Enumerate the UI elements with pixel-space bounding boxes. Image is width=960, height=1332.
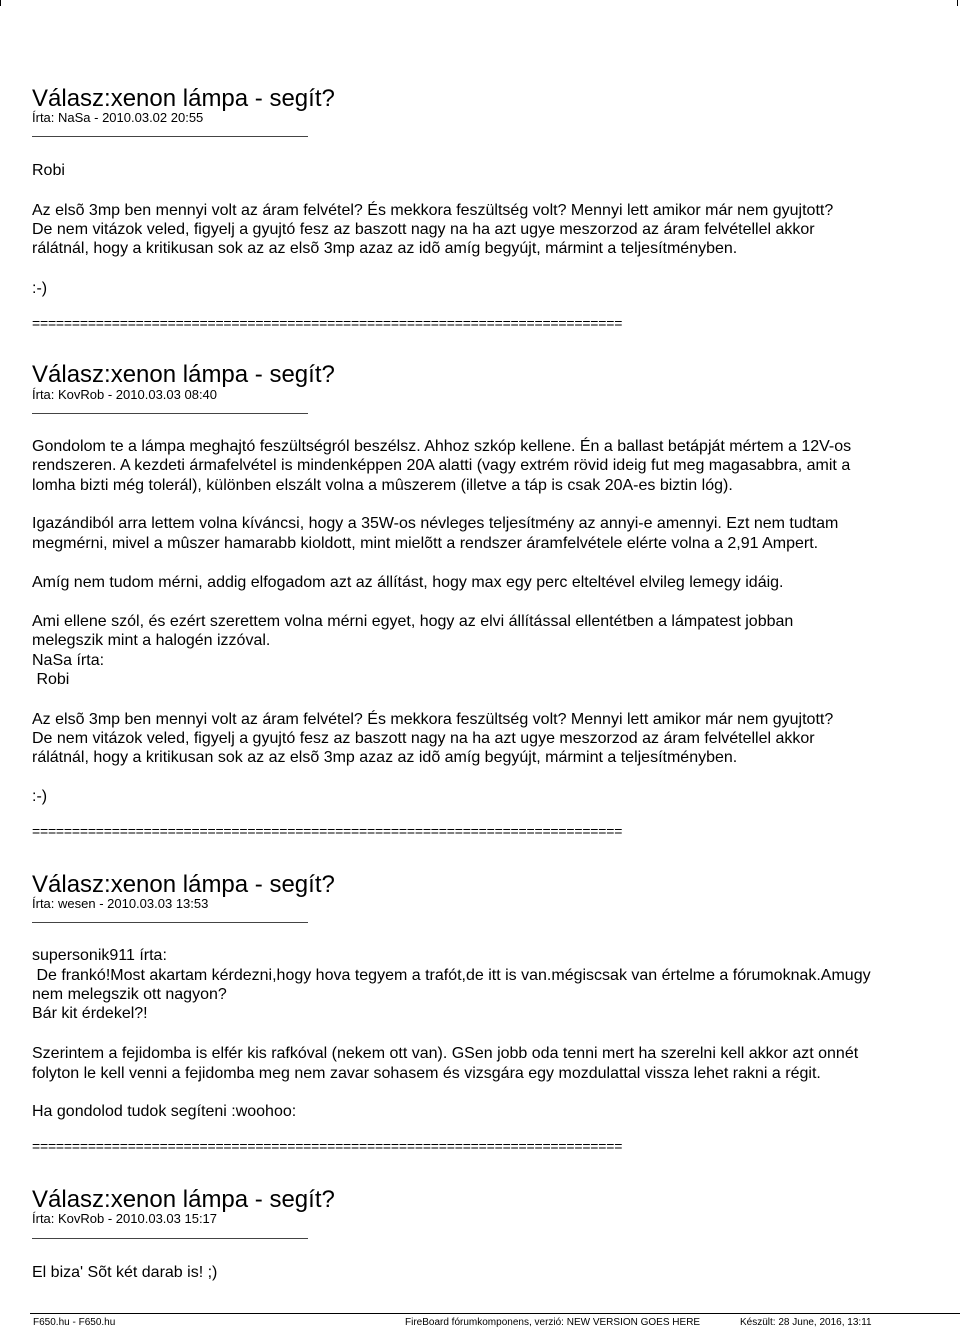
post-line: rendszeren. A kezdeti ármafelvétel is mindenképpen 20A alatti (vagy extrém rövid ideig fut meg magasabbra, amit a — [32, 457, 851, 474]
quote-line: Robi — [32, 671, 70, 688]
post-line: Amíg nem tudom mérni, addig elfogadom azt az állítást, hogy max egy perc elteltével elvileg lemegy idáig. — [32, 574, 784, 591]
title-underline — [32, 136, 308, 137]
quote-line: :-) — [32, 788, 48, 805]
quote-line: Bár kit érdekel?! — [32, 1005, 148, 1022]
post-separator: ========================================================================== — [32, 315, 623, 331]
post-line: lomha bizti még tolerál), különben elszált volna a mûszerem (illetve a táp is csak 20A-es biztin lóg). — [32, 477, 733, 494]
post-line: Gondolom te a lámpa meghajtó feszültségról beszélsz. Ahhoz szkóp kellene. Én a ballast betápját mértem a 12V-os — [32, 438, 852, 455]
post-line: :-) — [32, 280, 48, 297]
post-meta: Írta: NaSa - 2010.03.02 20:55 — [32, 110, 204, 125]
post-line: Ami ellene szól, és ezért szerettem volna mérni egyet, hogy az elvi állítással ellentétben a lámpatest jobban — [32, 613, 794, 630]
post-line: El biza' Sõt két darab is! ;) — [32, 1264, 218, 1281]
quote-line: rálátnál, hogy a kritikusan sok az az elsõ 3mp azaz az idõ amíg begyújt, mármint a teljesítményben. — [32, 749, 738, 766]
post-meta: Írta: KovRob - 2010.03.03 08:40 — [32, 387, 218, 402]
post-line: folyton le kell venni a fejidomba meg nem zavar sohasem és vizsgára egy mozdulattal vissza lehet rakni a régit. — [32, 1065, 821, 1082]
top-border-right-mark — [957, 0, 958, 6]
post-separator: ========================================================================== — [32, 823, 623, 839]
title-underline — [32, 413, 308, 414]
post-line: De nem vitázok veled, figyelj a gyujtó fesz az baszott nagy na ha azt ugye meszorzod az áram felvétellel akkor — [32, 221, 815, 238]
post-meta: Írta: KovRob - 2010.03.03 15:17 — [32, 1211, 218, 1226]
post-line: megmérni, mivel a mûszer hamarabb kioldott, mint mielõtt a rendszer áramfelvétele elérte volna a 2,91 Ampert. — [32, 535, 819, 552]
quote-line: Az elsõ 3mp ben mennyi volt az áram felvétel? És mekkora feszültség volt? Mennyi lett amikor már nem gyujtott? — [32, 711, 834, 728]
post-separator: ========================================================================== — [32, 1138, 623, 1154]
post-line: Robi — [32, 162, 65, 179]
post-title: Válasz:xenon lámpa - segít? — [32, 361, 335, 388]
title-underline — [32, 922, 308, 923]
quote-line: nem melegszik ott nagyon? — [32, 986, 227, 1003]
post-line: Ha gondolod tudok segíteni :woohoo: — [32, 1103, 297, 1120]
post-title: Válasz:xenon lámpa - segít? — [32, 871, 335, 898]
title-underline — [32, 1238, 308, 1239]
quote-line: De nem vitázok veled, figyelj a gyujtó fesz az baszott nagy na ha azt ugye meszorzod az áram felvétellel akkor — [32, 730, 815, 747]
quote-author: supersonik911 írta: — [32, 947, 167, 964]
post-title: Válasz:xenon lámpa - segít? — [32, 1186, 335, 1213]
footer-generated: Készült: 28 June, 2016, 13:11 — [740, 1317, 872, 1328]
post-line: melegszik mint a halogén izzóval. — [32, 632, 271, 649]
post-line: Szerintem a fejidomba is elfér kis rafkóval (nekem ott van). GSen jobb oda tenni mert ha szerelni kell akkor azt onnét — [32, 1045, 859, 1062]
footer-component: FireBoard fórumkomponens, verzió: NEW VERSION GOES HERE — [405, 1317, 701, 1328]
post-title: Válasz:xenon lámpa - segít? — [32, 85, 335, 112]
post-line: rálátnál, hogy a kritikusan sok az az elsõ 3mp azaz az idõ amíg begyújt, mármint a teljesítményben. — [32, 240, 738, 257]
post-line: Az elsõ 3mp ben mennyi volt az áram felvétel? És mekkora feszültség volt? Mennyi lett amikor már nem gyujtott? — [32, 202, 834, 219]
post-line: Igazándiból arra lettem volna kíváncsi, hogy a 35W-os névleges teljesítmény az annyi-e amennyi. Ezt nem tudtam — [32, 515, 839, 532]
post-meta: Írta: wesen - 2010.03.03 13:53 — [32, 896, 209, 911]
quote-author: NaSa írta: — [32, 652, 105, 669]
top-border-left-mark — [0, 0, 1, 6]
footer-divider — [30, 1313, 960, 1314]
footer-site: F650.hu - F650.hu — [33, 1317, 116, 1328]
quote-line: De frankó!Most akartam kérdezni,hogy hova tegyem a trafót,de itt is van.mégiscsak van értelme a fórumoknak.Amugy — [32, 967, 871, 984]
